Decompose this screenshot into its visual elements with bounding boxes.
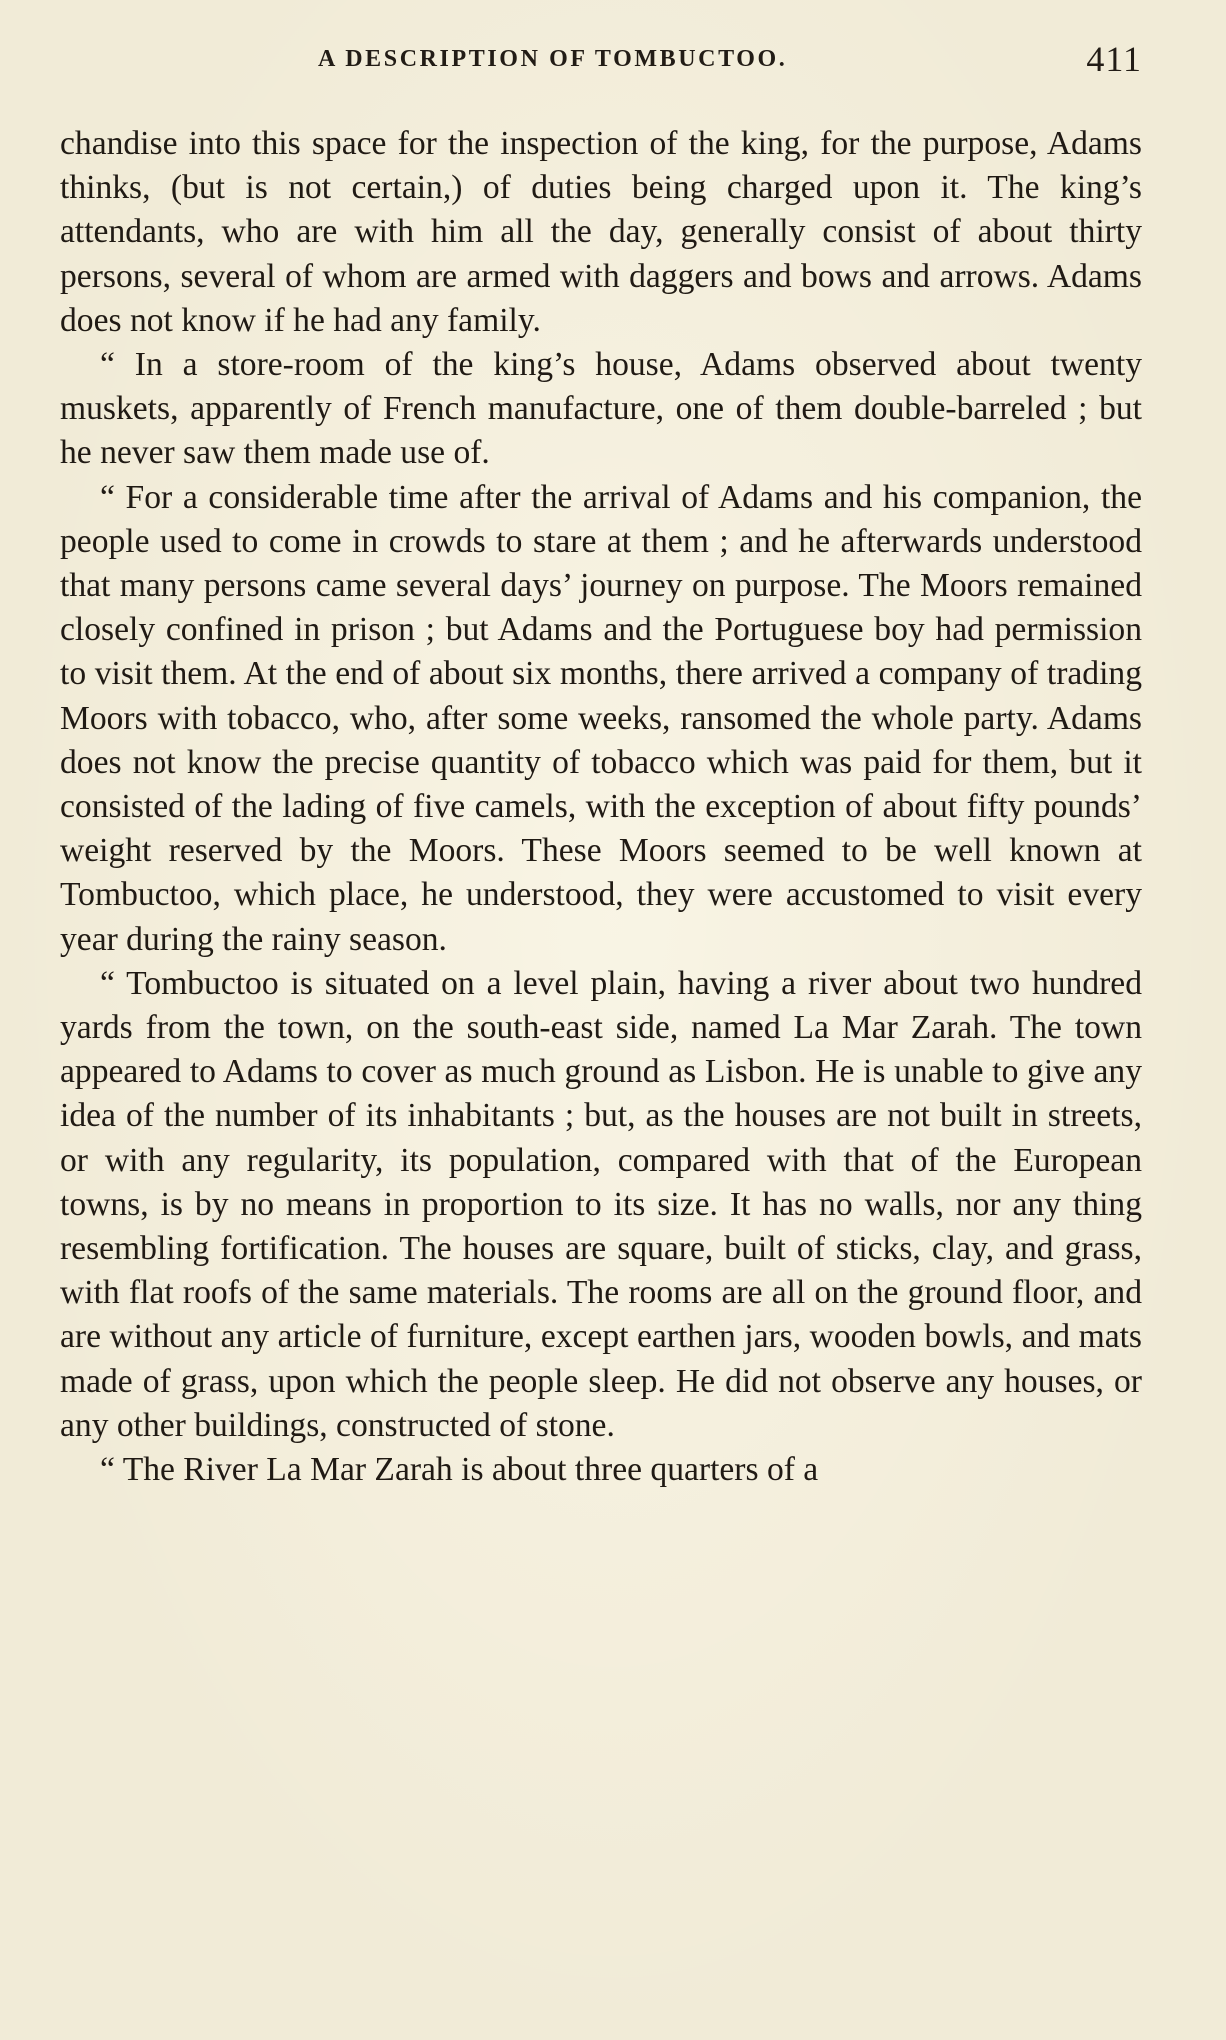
page-header: [60, 38, 1150, 82]
paragraph: “ The River La Mar Zarah is about three quarters of a: [100, 1451, 819, 1489]
paragraph: chandise into this space for the inspection of the king, for the purpose, Adams thinks, (but is not certain,) of duties being charged upon it. The king’s attendants, who are with him all the day, generally consist of about thirty persons, several of whom are armed with daggers and bows and arrows. Adams does not know if he had any family.: [60, 125, 1142, 339]
page-number: 411: [1086, 39, 1142, 79]
running-head: A DESCRIPTION OF TOMBUCTOO.: [318, 46, 788, 72]
paragraph: “ Tombuctoo is situated on a level plain, having a river about two hundred yards from the town, on the south-east side, named La Mar Zarah. The town appeared to Adams to cover as much ground as Lisbon. He is unable to give any idea of the number of its inhabitants ; but, as the houses are not built in streets, or with any regularity, its population, compared with that of the European towns, is by no means in proportion to its size. It has no walls, nor any thing resembling fortification. The houses are square, built of sticks, clay, and grass, with flat roofs of the same materials. The rooms are all on the ground floor, and are without any article of furniture, except earthen jars, wooden bowls, and mats made of grass, upon which the people sleep. He did not observe any houses, or any other buildings, constructed of stone.: [60, 964, 1142, 1444]
paragraph: “ In a store-room of the king’s house, Adams observed about twenty muskets, apparently of French manufacture, one of them double-barreled ; but he never saw them made use of.: [60, 346, 1142, 472]
body-text: [60, 122, 1142, 1492]
paragraph: “ For a considerable time after the arrival of Adams and his companion, the people used to come in crowds to stare at them ; and he afterwards understood that many persons came several days’ journey on purpose. The Moors remained closely confined in prison ; but Adams and the Portuguese boy had permission to visit them. At the end of about six months, there arrived a company of trading Moors with tobacco, who, after some weeks, ransomed the whole party. Adams does not know the precise quantity of tobacco which was paid for them, but it consisted of the lading of five camels, with the exception of about fifty pounds’ weight reserved by the Moors. These Moors seemed to be well known at Tombuctoo, which place, he understood, they were accustomed to visit every year during the rainy season.: [60, 478, 1142, 958]
